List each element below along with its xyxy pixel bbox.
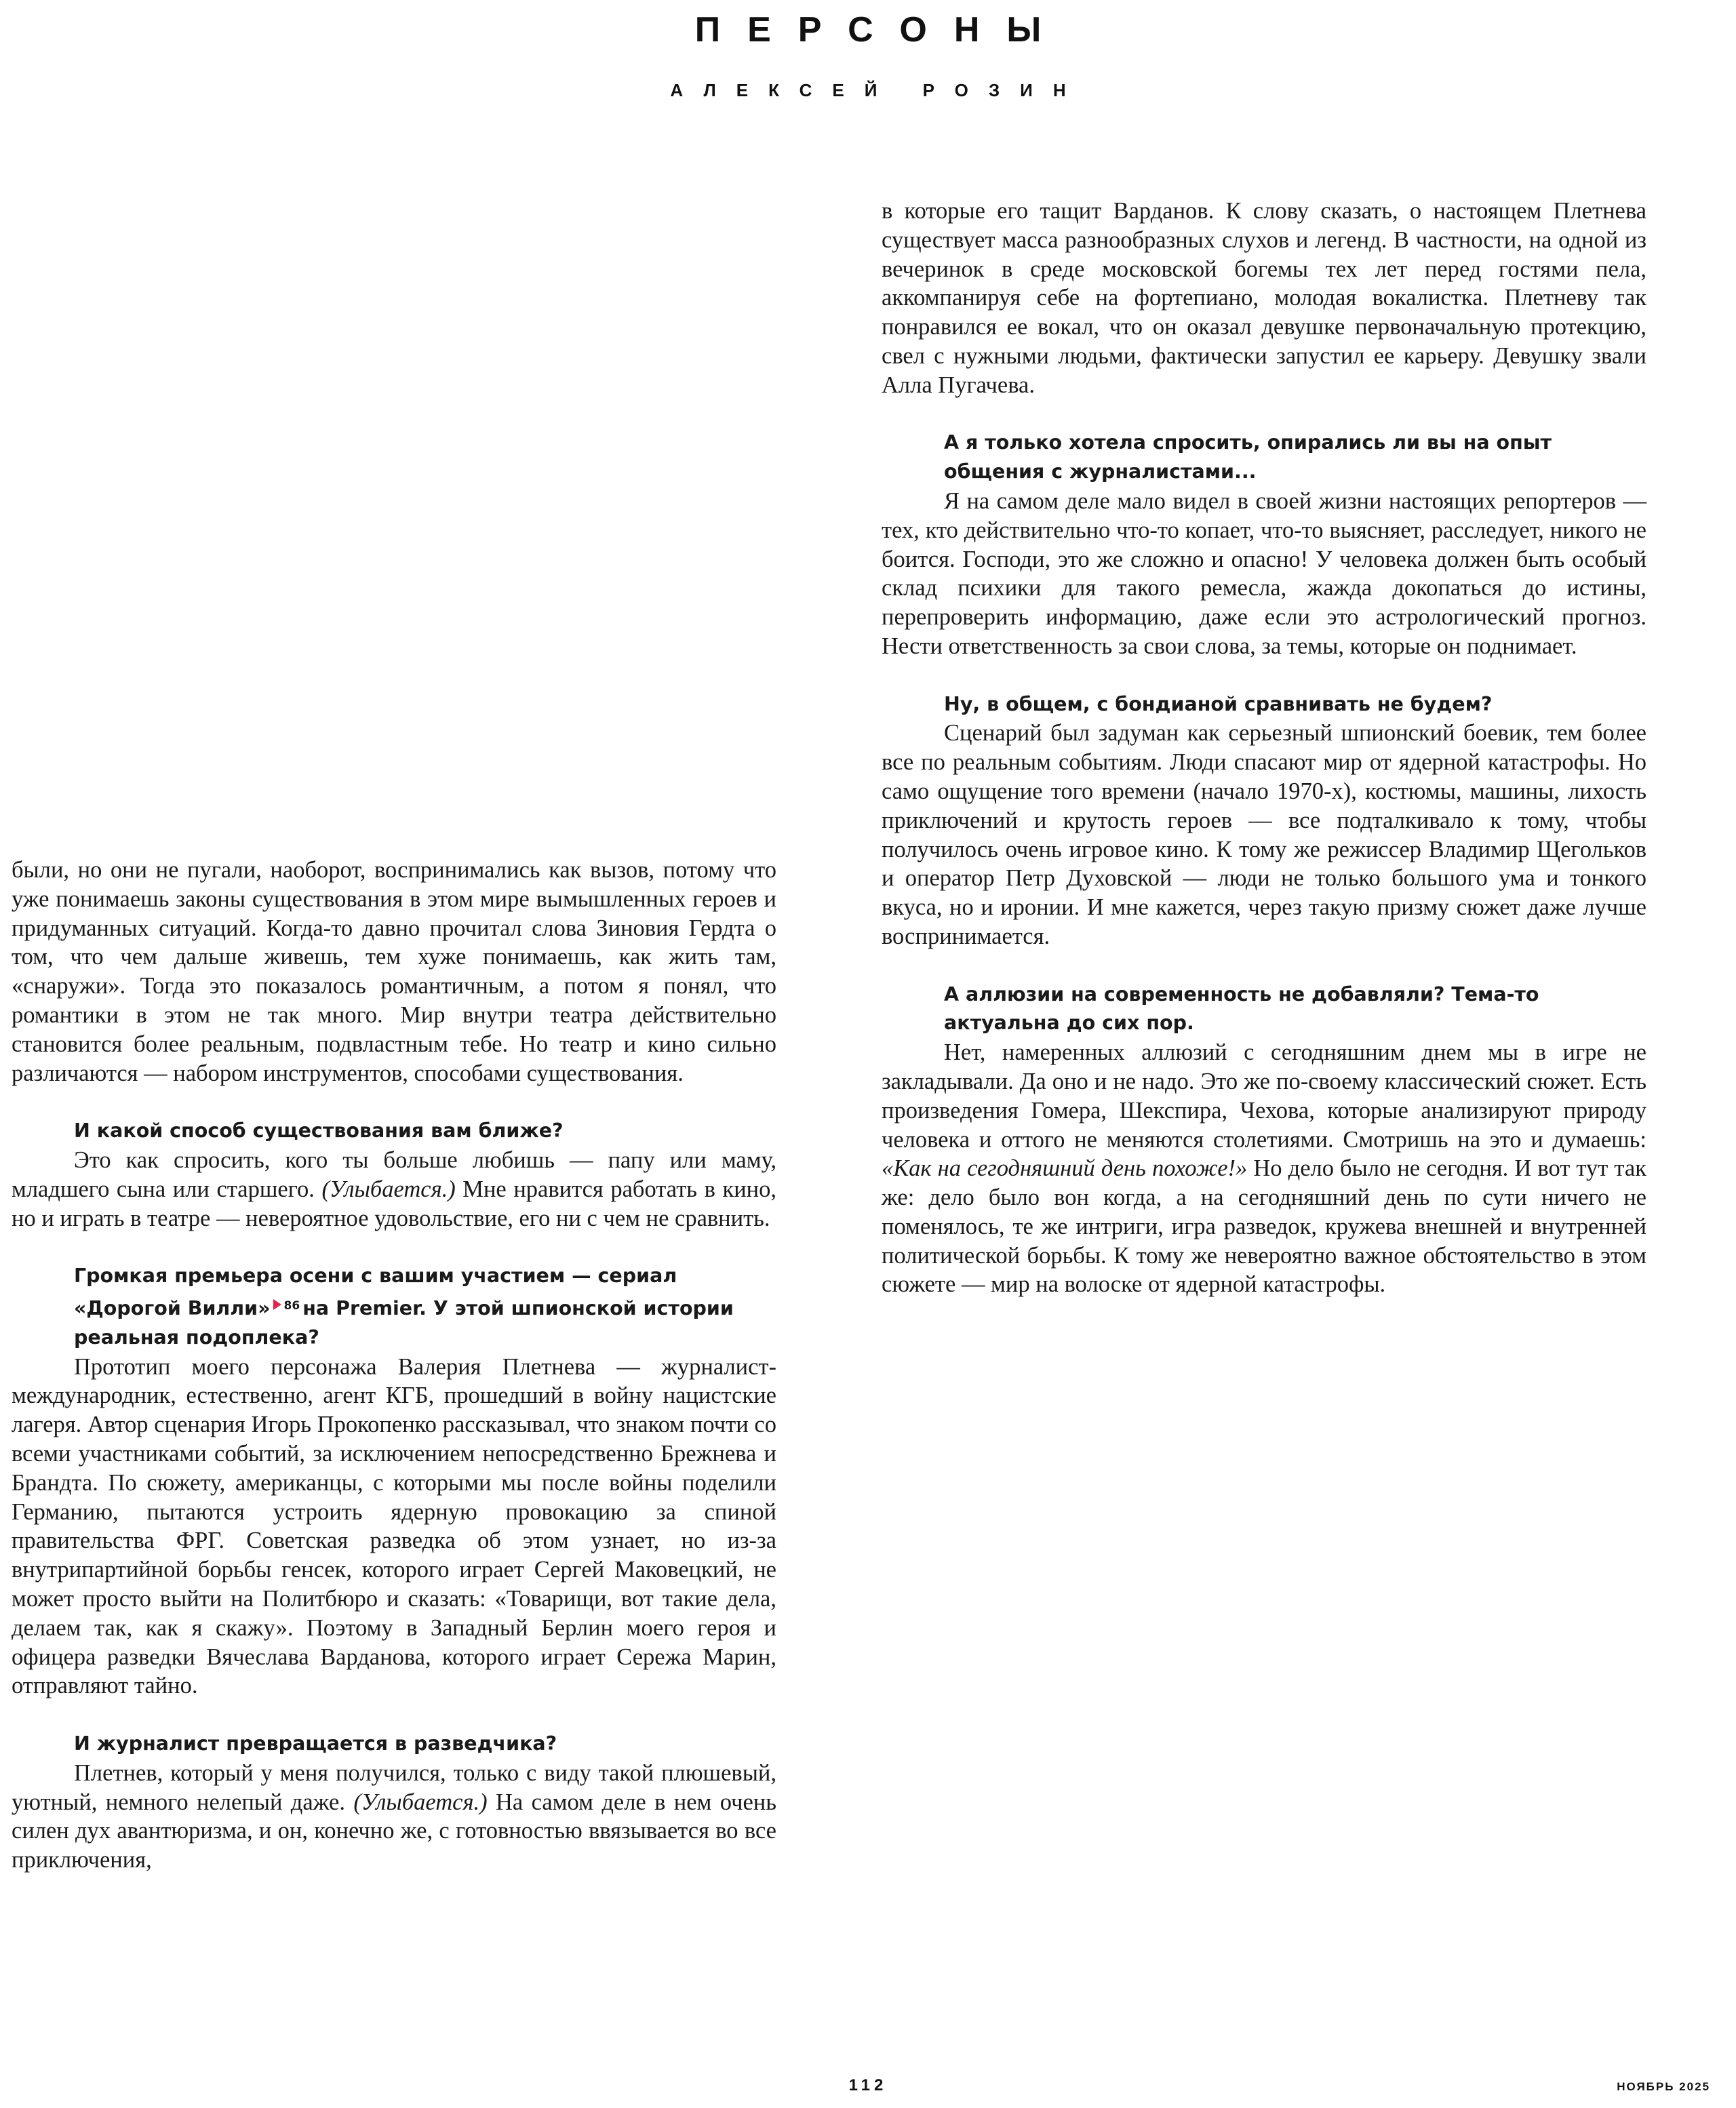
interview-question: Ну, в общем, с бондианой сравнивать не будем?: [944, 692, 1493, 715]
reference-page-number: 86: [283, 1298, 300, 1313]
paragraph: были, но они не пугали, наоборот, воспринимались как вызов, потому что уже понимаешь законы существования в этом мире вымышленных героев и придуманных ситуаций. Когда-то давно прочитал слова Зиновия Гердта о том, что чем дальше живешь, тем хуже понимаешь, как жить там, «снаружи». Тогда это показалось романтичным, а потом я понял, что романтики в этом не так много. Мир внутри театра действительно становится более реальным, подвластным тебе. Но театр и кино сильно различаются — набором инструментов, способами существования.: [12, 857, 776, 1086]
interview-answer: Прототип моего персонажа Валерия Плетнева — журналист-международник, естественно, агент КГБ, прошедший в войну нацистские лагеря. Автор сценария Игорь Прокопенко рассказывал, что знаком почти со всеми участниками событий, за исключением непосредственно Брежнева и Брандта. По сюжету, американцы, с которыми мы после войны поделили Германию, пытаются устроить ядерную провокацию за спиной правительства ФРГ. Советская разведка об этом узнает, но из-за внутрипартийной борьбы генсек, которого играет Сергей Маковецкий, не может просто выйти на Политбюро и сказать: «Товарищи, вот такие дела, делаем так, как я скажу». Поэтому в Западный Берлин моего героя и офицера разведки Вячеслава Варданова, которого играет Сережа Марин, отправляют тайно.: [12, 1353, 776, 1699]
answer-text: Плетнев, который у меня получился, только с виду такой плюшевый, уютный, немного нелепый даже.: [12, 1759, 776, 1815]
paragraph: в которые его тащит Варданов. К слову сказать, о настоящем Плетнева существует масса разнообразных слухов и легенд. В частности, на одной из вечеринок в среде московской богемы тех лет перед гостями пела, аккомпанируя себе на фортепиано, молодая вокалистка. Плетневу так понравился ее вокал, что он оказал девушке первоначальную протекцию, свел с нужными людьми, фактически запустил ее карьеру. Девушку звали Алла Пугачева.: [882, 198, 1646, 398]
answer-text: Мне нравится работать в кино, но и играть в театре — невероятное удовольствие, его ни с чем не сравнить.: [12, 1176, 777, 1231]
interview-question: А аллюзии на современность не добавляли? Тема-то актуальна до сих пор.: [944, 982, 1539, 1035]
quote: «Как на сегодняшний день похоже!»: [882, 1155, 1248, 1182]
question-text: на Premier. У этой шпионской истории реальная подоплека?: [74, 1296, 734, 1349]
interview-answer: [12, 1759, 776, 1875]
page-number: 112: [848, 2076, 888, 2094]
article-column-right: [882, 197, 1646, 1299]
interview-question: А я только хотела спросить, опирались ли вы на опыт общения с журналистами...: [944, 431, 1552, 483]
interview-answer: Сценарий был задуман как серьезный шпионский боевик, тем более все по реальным событиям. Люди спасают мир от ядерной катастрофы. Но само ощущение того времени (начало 1970-х), костюмы, машины, лихость приключений и крутость героев — все подталкивало к тому, чтобы получилось очень игровое кино. К тому же режиссер Владимир Щегольков и оператор Петр Духовской — люди не только большого ума и тонкого вкуса, но и иронии. И мне кажется, через такую призму сюжет даже лучше воспринимается.: [882, 720, 1646, 949]
answer-text: На самом деле в нем очень силен дух авантюризма, и он, конечно же, с готовностью ввязывается во все приключения,: [12, 1789, 776, 1873]
section-title: ПЕРСОНЫ: [694, 10, 1069, 49]
answer-text: Но дело было не сегодня. И вот тут так же: дело было вон когда, а на сегодняшний день по сути ничего не поменялось, те же интриги, игра разведок, кружева внешней и внутренней политической борьбы. К тому же невероятно важное обстоятельство в этом сюжете — мир на волоске от ядерной катастрофы.: [882, 1155, 1647, 1298]
answer-text: Нет, намеренных аллюзий с сегодняшним днем мы в игре не закладывали. Да оно и не надо. Это же по-своему классический сюжет. Есть произведения Гомера, Шекспира, Чехова, которые анализируют природу человека и оттого не меняются столетиями. Смотришь на это и думаешь:: [882, 1039, 1646, 1153]
interview-question: И журналист превращается в разведчика?: [74, 1732, 557, 1755]
interview-question: [12, 1262, 776, 1352]
question-text: Громкая премьера осени с вашим участием — сериал «Дорогой Вилли»: [74, 1265, 677, 1319]
interview-question: И какой способ существования вам ближе?: [74, 1119, 564, 1142]
stage-direction: (Улыбается.): [321, 1176, 456, 1202]
answer-text: Это как спросить, кого ты больше любишь — папу или маму, младшего сына или старшего.: [12, 1147, 776, 1202]
stage-direction: (Улыбается.): [353, 1789, 488, 1815]
interview-answer: [12, 1146, 776, 1233]
interview-answer: Я на самом деле мало видел в своей жизни настоящих репортеров — тех, кто действительно что-то копает, что-то выясняет, расследует, никого не боится. Господи, это же сложно и опасно! У человека должен быть особый склад психики для такого ремесла, жажда докопаться до истины, перепроверить информацию, даже если это астрологический прогноз. Нести ответственность за свои слова, за темы, которые он поднимает.: [882, 488, 1646, 659]
author-name: АЛЕКСЕЙ РОЗИН: [670, 80, 1086, 100]
article-column-left: [12, 856, 776, 1875]
page-reference[interactable]: [273, 1298, 300, 1313]
issue-date: НОЯБРЬ 2025: [1617, 2080, 1710, 2093]
interview-answer: [882, 1038, 1646, 1299]
arrow-right-icon: [273, 1299, 281, 1310]
